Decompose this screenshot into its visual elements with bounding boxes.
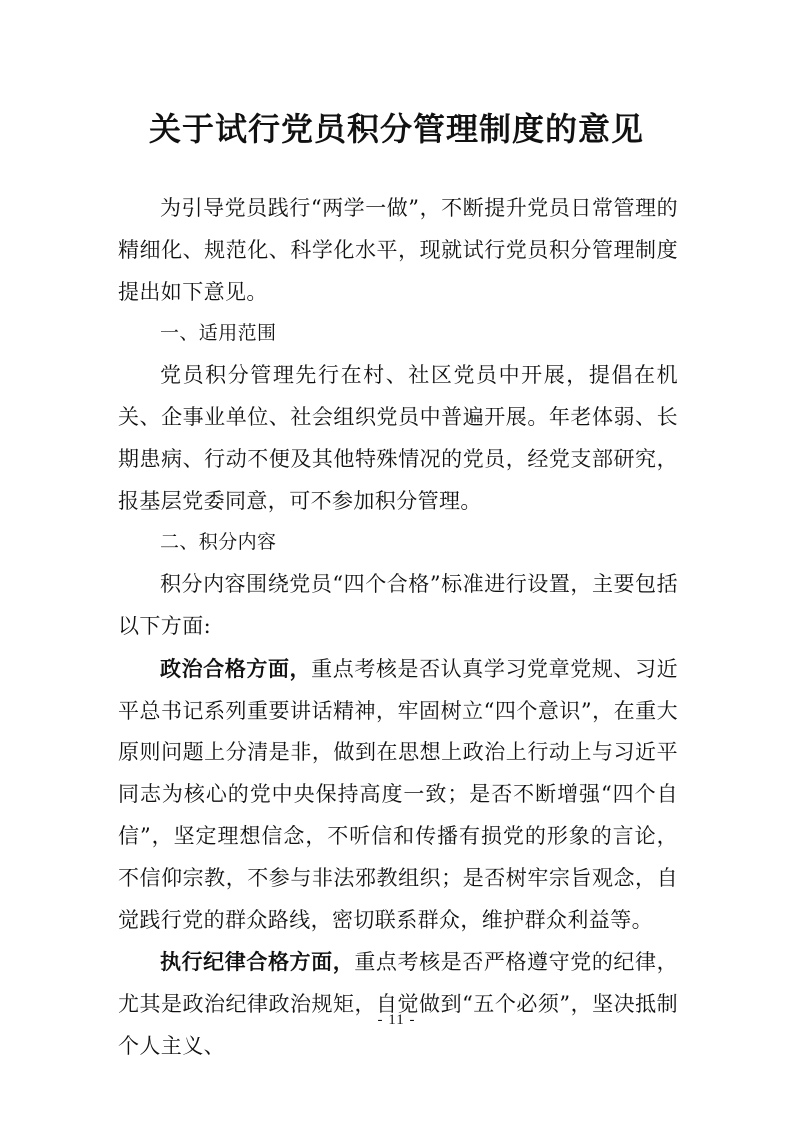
document-body — [118, 188, 678, 1068]
section-heading-scope: 一、适用范围 — [160, 322, 277, 345]
discipline-text: 重点考核是否严格遵守党的纪律，尤其是政治纪律政治规矩，自觉做到“五个必须”，坚决抵制个人主义、 — [118, 950, 678, 1058]
discipline-paragraph — [118, 941, 678, 1067]
document-title: 关于试行党员积分管理制度的意见 — [148, 110, 644, 148]
section-heading-content: 二、积分内容 — [160, 531, 277, 554]
political-paragraph — [118, 648, 678, 942]
discipline-lead: 执行纪律合格方面， — [160, 949, 355, 975]
content-paragraph: 积分内容围绕党员“四个合格”标准进行设置，主要包括以下方面: — [118, 572, 678, 638]
page-number: - 11 - — [377, 1012, 416, 1028]
political-text: 重点考核是否认真学习党章党规、习近平总书记系列重要讲话精神，牢固树立“四个意识”，在重大原则问题上分清是非，做到在思想上政治上行动上与习近平同志为核心的党中央保持高度一致；是否不断增强“四个自信”，坚定理想信念，不听信和传播有损党的形象的言论，不信仰宗教，不参与非法邪教组织；是否树牢宗旨观念，自觉践行党的群众路线，密切联系群众，维护群众利益等。 — [118, 656, 678, 932]
scope-paragraph: 党员积分管理先行在村、社区党员中开展，提倡在机关、企事业单位、社会组织党员中普遍开展。年老体弱、长期患病、行动不便及其他特殊情况的党员，经党支部研究，报基层党委同意，可不参加积分管理。 — [118, 363, 678, 513]
intro-paragraph: 为引导党员践行“两学一做”，不断提升党员日常管理的精细化、规范化、科学化水平，现就试行党员积分管理制度提出如下意见。 — [118, 196, 678, 304]
political-lead: 政治合格方面， — [160, 655, 312, 681]
